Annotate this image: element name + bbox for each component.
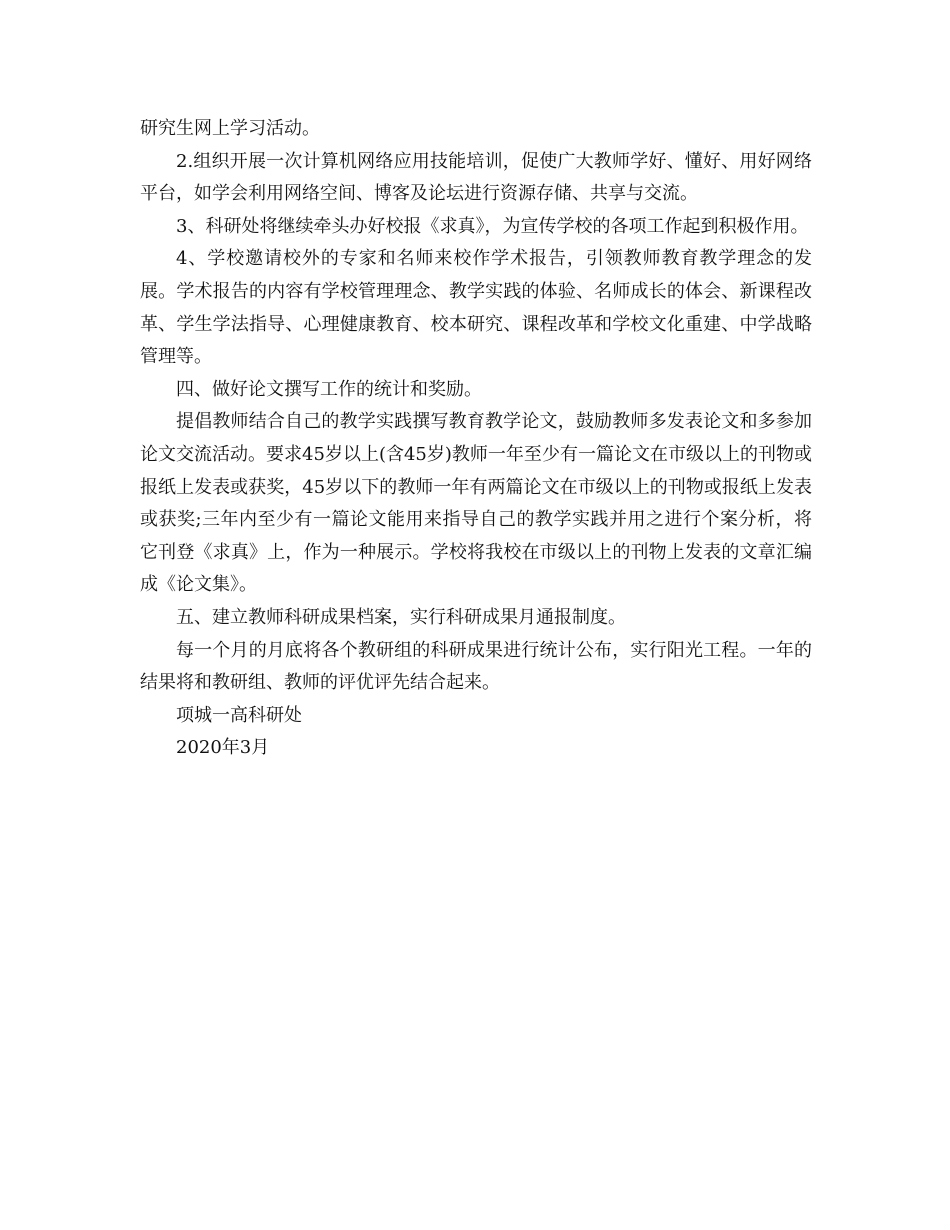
signature-organization: 项城一高科研处 bbox=[176, 704, 302, 726]
paragraph-item-3: 3、科研处将继续牵头办好校报《求真》，为宣传学校的各项工作起到积极作用。 bbox=[176, 215, 809, 237]
section-heading-5: 五、建立教师科研成果档案，实行科研成果月通报制度。 bbox=[176, 606, 626, 628]
paragraph-item-2: 2.组织开展一次计算机网络应用技能培训，促使广大教师学好、懂好、用好网络平台，如学会利用网络空间、博客及论坛进行资源存储、共享与交流。 bbox=[140, 150, 812, 205]
signature-date: 2020年3月 bbox=[176, 737, 270, 759]
document-body bbox=[140, 113, 812, 765]
paragraph-continuation: 研究生网上学习活动。 bbox=[140, 118, 320, 139]
section-heading-4: 四、做好论文撰写工作的统计和奖励。 bbox=[176, 378, 482, 400]
paragraph-item-4: 4、学校邀请校外的专家和名师来校作学术报告，引领教师教育教学理念的发展。学术报告的内容有学校管理理念、教学实践的体验、名师成长的体会、新课程改革、学生学法指导、心理健康教育、校本研究、课程改革和学校文化重建、中学战略管理等。 bbox=[140, 248, 812, 368]
paragraph-monthly-report: 每一个月的月底将各个教研组的科研成果进行统计公布，实行阳光工程。一年的结果将和教研组、教师的评优评先结合起来。 bbox=[140, 639, 812, 694]
paragraph-thesis-policy: 提倡教师结合自己的教学实践撰写教育教学论文，鼓励教师多发表论文和多参加论文交流活动。要求45岁以上(含45岁)教师一年至少有一篇论文在市级以上的刊物或报纸上发表或获奖，45岁以下的教师一年有两篇论文在市级以上的刊物或报纸上发表或获奖;三年内至少有一篇论文能用来指导自己的教学实践并用之进行个案分析，将它刊登《求真》上，作为一种展示。学校将我校在市级以上的刊物上发表的文章汇编成《论文集》。 bbox=[140, 411, 812, 596]
